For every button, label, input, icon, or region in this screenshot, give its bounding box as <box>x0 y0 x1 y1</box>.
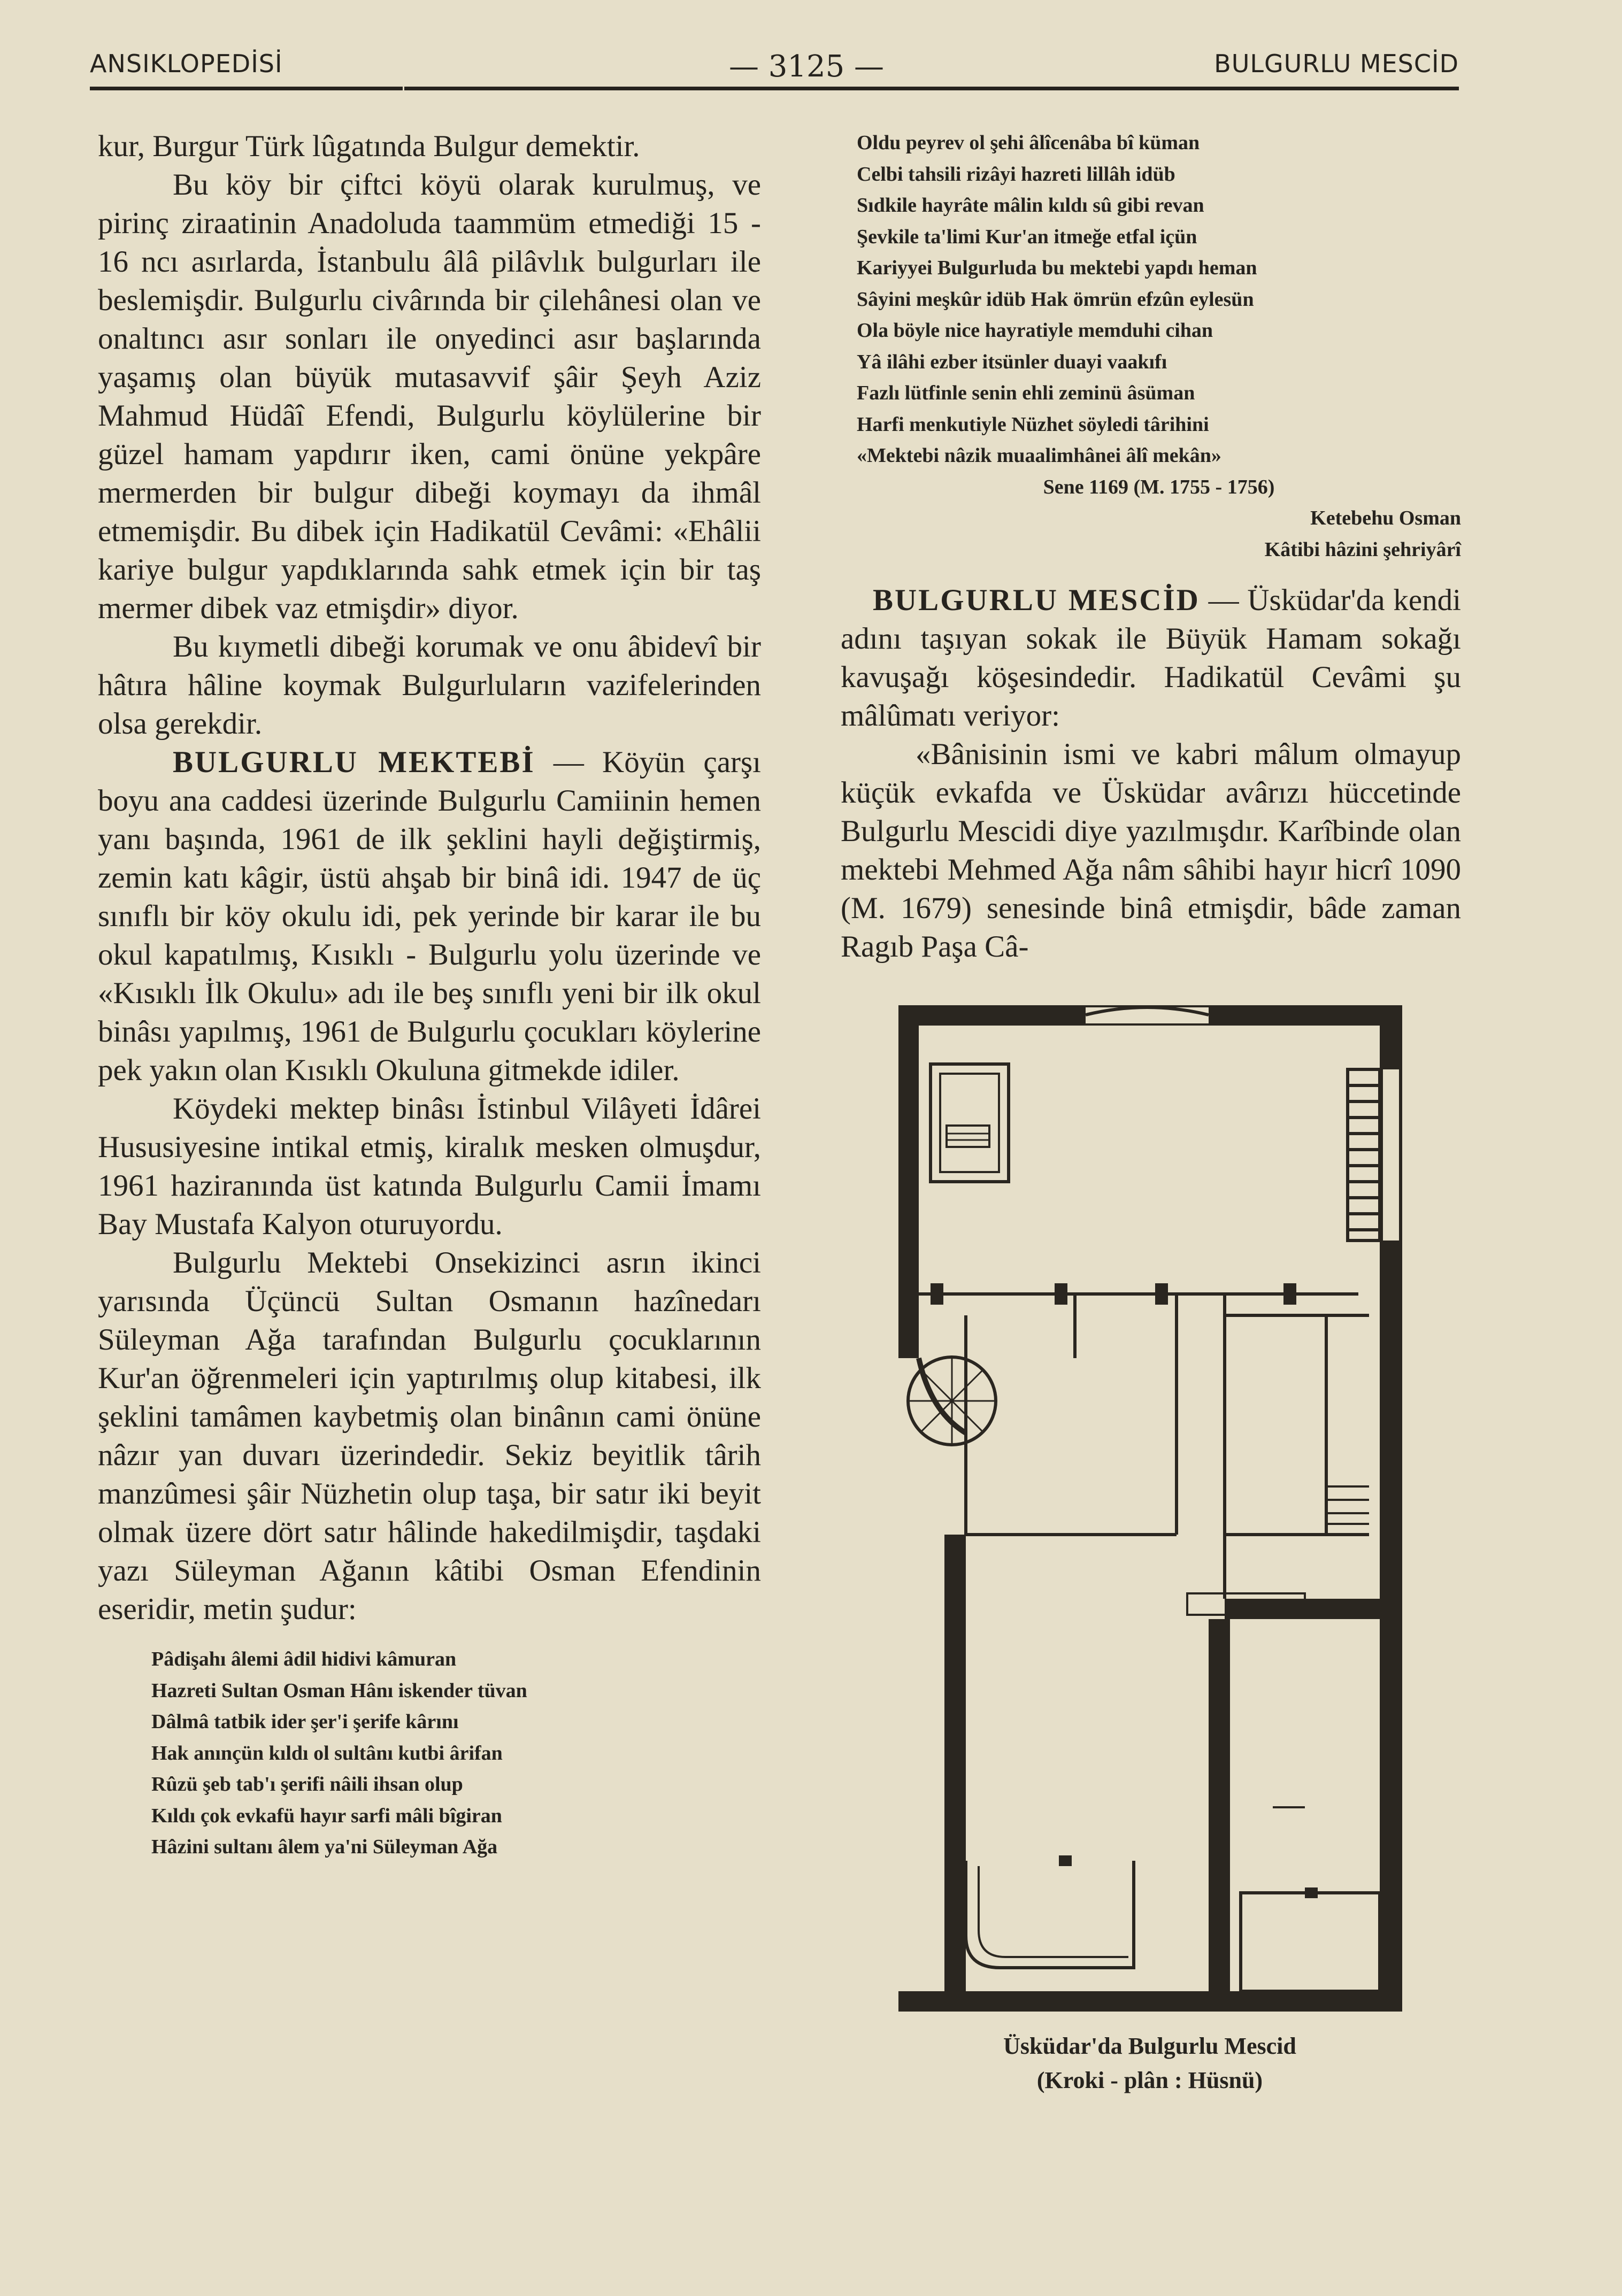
paragraph: Bulgurlu Mektebi Onsekizinci asrın ikinci yarısında Üçüncü Sultan Osmanın hazînedarı Süleyman Ağa tarafından Bulgurlu çocuklarının Kur'an öğrenmeleri için yaptırılmış olup kitabesi, ilk şeklini tamâmen kaybetmiş olan binânın cami önüne nâzır yan duvarı üzerindedir. Sekiz beyitlik târih manzûmesi şâir Nüzhetin olup taşa, bir satır iki beyit olmak üzere dört satır hâlinde hakedilmişdir, taşdaki yazı Süleyman Ağanın kâtibi Osman Efendinin eseridir, metin şudur: <box>98 1246 761 1626</box>
left-column <box>98 127 761 1863</box>
verse-line: Kıldı çok evkafü hayır sarfi mâli bîgiran <box>151 1804 502 1827</box>
inscription-verse <box>98 1644 761 1863</box>
entry-text: — Üsküdar'da kendi adını taşıyan sokak ile Büyük Hamam sokağı kavuşağı köşesindedir. Hadikatül Cevâmi şu mâlûmatı veriyor: <box>841 583 1461 733</box>
paragraph <box>841 581 1461 735</box>
caption-title: Üsküdar'da Bulgurlu Mescid <box>1003 2033 1296 2059</box>
entry-heading: BULGURLU MESCİD <box>873 583 1200 617</box>
verse-line: Kariyyei Bulgurluda bu mektebi yapdı heman <box>857 257 1257 279</box>
right-column <box>841 127 1461 966</box>
verse-line: Hazreti Sultan Osman Hânı iskender tüvan <box>151 1679 527 1702</box>
verse-line: Rûzü şeb tab'ı şerifi nâili ihsan olup <box>151 1773 463 1796</box>
paragraph: «Bânisinin ismi ve kabri mâlum olmayup küçük evkafda ve Üsküdar avârızı hüccetinde Bulgurlu Mescidi diye yazılmışdır. Karîbinde olan mektebi Mehmed Ağa nâm sâhibi hayır hicrî 1090 (M. 1679) senesinde binâ etmişdir, bâde zaman Ragıb Paşa Câ- <box>841 737 1461 964</box>
header-entry-title: BULGURLU MESCİD <box>1214 49 1459 78</box>
verse-line: Fazlı lütfinle senin ehli zeminü âsüman <box>857 382 1195 404</box>
floor-plan-sketch <box>898 1005 1402 2012</box>
paragraph: Bu kıymetli dibeği korumak ve onu âbidevî bir hâtıra hâline koymak Bulgurluların vazifelerinden olsa gerekdir. <box>98 630 761 741</box>
entry-heading: BULGURLU MEKTEBİ <box>173 745 535 779</box>
verse-line: Ola böyle nice hayratiyle memduhi cihan <box>857 319 1213 342</box>
verse-line: Celbi tahsili rizâyi hazreti lillâh idüb <box>857 163 1175 186</box>
verse-line: Şevkile ta'limi Kur'an itmeğe etfal içün <box>857 225 1197 248</box>
verse-line: Hak anınçün kıldı ol sultânı kutbi ârifan <box>151 1742 503 1765</box>
entry-text: — Köyün çarşı boyu ana caddesi üzerinde Bulgurlu Camiinin hemen yanı başında, 1961 de ilk şeklini hayli değiştirmiş, zemin katı kâgir, üstü ahşab bir binâ idi. 1947 de üç sınıflı bir köy okulu idi, pek yerinde bir karar ile bu okul kapatılmış, Kısıklı - Bulgurlu yolu üzerinde ve «Kısıklı İlk Okulu» adı ile beş sınıflı yeni bir ilk okul binâsı yapılmış, 1961 de Bulgurlu çocukları köylerine pek yakın olan Kısıklı Okuluna gitmekde idiler. <box>98 745 761 1087</box>
verse-line: Dâlmâ tatbik ider şer'i şerife kârını <box>151 1711 459 1733</box>
verse-line: Yâ ilâhi ezber itsünler duayi vaakıfı <box>857 350 1167 373</box>
signature-line: Ketebehu Osman <box>1310 507 1461 529</box>
verse-line: Oldu peyrev ol şehi âlîcenâba bî küman <box>857 132 1200 154</box>
page-number: — 3125 — <box>728 49 885 84</box>
signature-line: Kâtibi hâzini şehriyârî <box>1264 538 1461 561</box>
inscription-date: Sene 1169 (M. 1755 - 1756) <box>1043 475 1275 498</box>
verse-line: Sâyini meşkûr idüb Hak ömrün efzûn eylesün <box>857 288 1254 311</box>
header-rule-left <box>90 87 403 90</box>
paragraph <box>98 743 761 1090</box>
verse-line: Harfi menkutiyle Nüzhet söyledi târihini <box>857 413 1209 436</box>
inscription-verse <box>841 127 1461 565</box>
paragraph: Bu köy bir çiftci köyü olarak kurulmuş, ve pirinç ziraatinin Anadoluda taammüm etmediği 15 - 16 ncı asırlarda, İstanbulu âlâ pilâvlık bulgurları ile beslemişdir. Bulgurlu civârında bir çilehânesi olan ve onaltıncı asır sonları ile onyedinci asır başlarında yaşamış olan büyük mutasavvif şâir Şeyh Aziz Mahmud Hüdâî Efendi, Bulgurlu köylülerine bir güzel hamam yapdırır iken, cami önüne yekpâre mermerden bir bulgur dibeği koymayı da ihmâl etmemişdir. Bu dibek için Hadikatül Cevâmi: «Ehâlii kariye bulgur yapdıklarında sahk etmek için bir taş mermer dibek vaz etmişdir» diyor. <box>98 168 761 625</box>
verse-line: Sıdkile hayrâte mâlin kıldı sû gibi revan <box>857 194 1204 217</box>
verse-line: Pâdişahı âlemi âdil hidivi kâmuran <box>151 1648 457 1670</box>
paragraph: kur, Burgur Türk lûgatında Bulgur demektir. <box>98 129 640 163</box>
caption-credit: (Kroki - plân : Hüsnü) <box>1036 2067 1263 2093</box>
page-header <box>90 49 1459 92</box>
header-rule-right <box>404 87 1459 90</box>
paragraph: Köydeki mektep binâsı İstinbul Vilâyeti İdârei Hususiyesine intikal etmiş, kiralık mesken olmuşdur, 1961 haziranında üst katında Bulgurlu Camii İmamı Bay Mustafa Kalyon oturuyordu. <box>98 1092 761 1241</box>
verse-line: Hâzini sultanı âlem ya'ni Süleyman Ağa <box>151 1836 498 1858</box>
figure-caption <box>931 2029 1369 2098</box>
header-encyclopedia-title: ANSIKLOPEDİSİ <box>90 49 283 78</box>
verse-line: «Mektebi nâzik muaalimhânei âlî mekân» <box>857 444 1221 467</box>
